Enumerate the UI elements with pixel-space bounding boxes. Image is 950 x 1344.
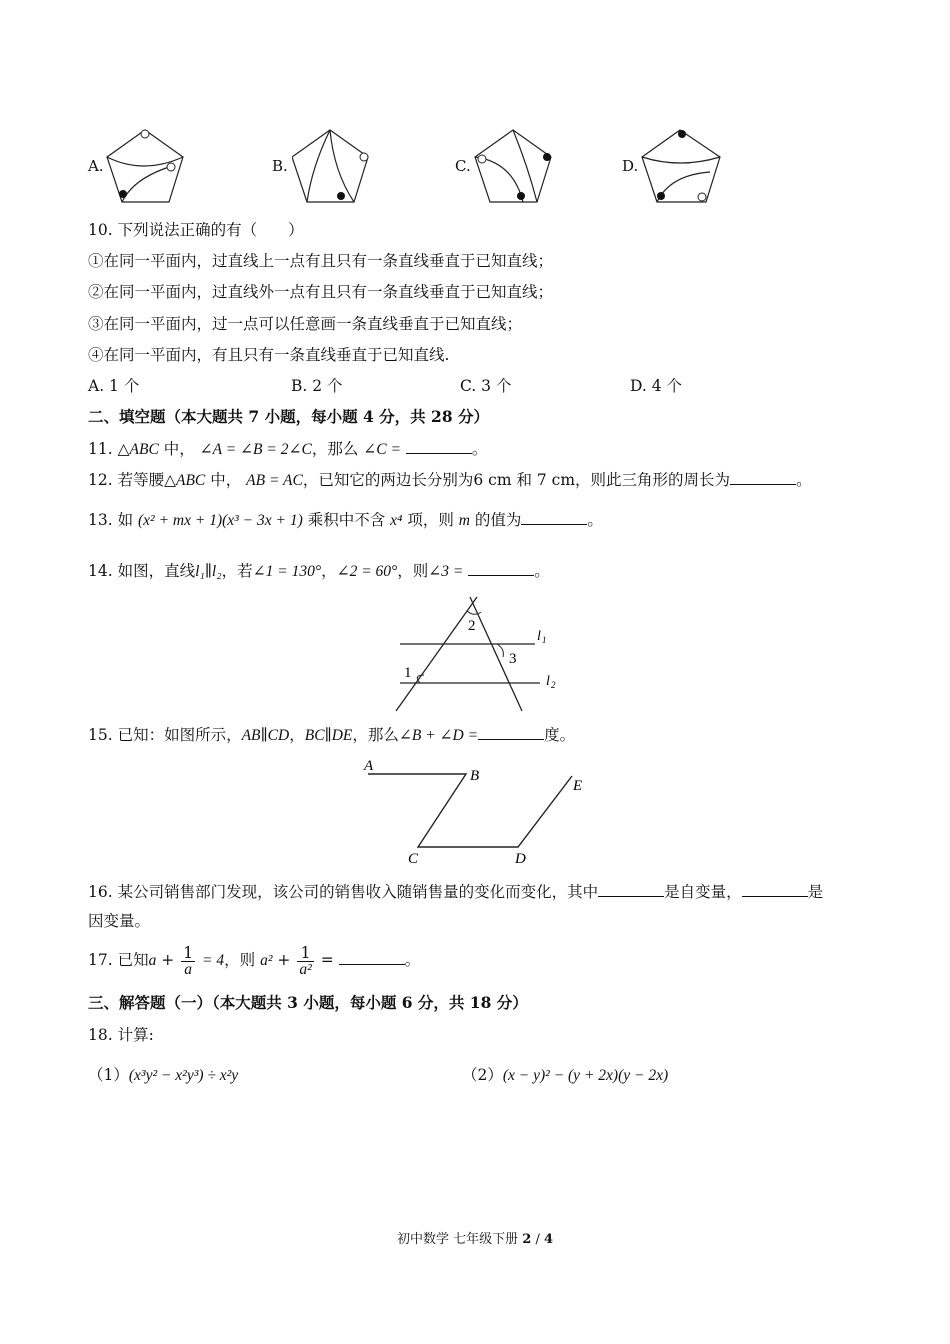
- q12-answer-blank[interactable]: [730, 470, 796, 485]
- q14-label-l1-sub: 1: [542, 635, 547, 645]
- q17-mid: ，则: [224, 951, 256, 969]
- q17: [88, 943, 420, 978]
- q12-triangle: ABC: [176, 472, 206, 489]
- q13-x4: x⁴: [390, 512, 403, 529]
- q18-part-2-expr: (x − y)² − (y + 2x)(y − 2x): [502, 1067, 669, 1084]
- q17-pre: 17. 已知: [88, 951, 149, 969]
- section-2-heading: 二、填空题（本大题共 7 小题，每小题 4 分，共 28 分）: [88, 407, 490, 426]
- q13-expr: (x² + mx + 1)(x³ − 3x + 1): [138, 512, 303, 529]
- q15-pre: 15. 已知：如图所示，: [88, 726, 242, 744]
- q11-expr-2: ∠C =: [363, 441, 401, 458]
- q13-answer-blank[interactable]: [521, 510, 587, 525]
- q14-text-2: ，: [321, 562, 337, 580]
- q14-angle-1: ∠1 = 130°: [252, 563, 322, 580]
- q11-expr: ∠A = ∠B = 2∠C: [199, 441, 312, 458]
- q12-text: 中，: [205, 471, 242, 489]
- q9-option-b-figure: [292, 127, 377, 205]
- q12: [88, 469, 812, 492]
- q12-value-2: 7 cm: [536, 471, 576, 489]
- q14-tail: 。: [534, 562, 550, 580]
- q10-option-d: D. 4 个: [630, 377, 683, 395]
- q17-fraction-1: $\frac{1}{a}$: [183, 943, 194, 978]
- q17-eq-1: = 4: [202, 952, 225, 969]
- q17-plus-2: +: [277, 951, 291, 969]
- q15-text: ，那么: [352, 726, 399, 744]
- q9-option-c-figure: [473, 127, 558, 205]
- q16-pre: 16. 某公司销售部门发现，该公司的销售收入随销售量的变化而变化，其中: [88, 883, 599, 901]
- q17-a: a: [148, 952, 157, 969]
- q18-part-1-expr: (x³y² − x²y³) ÷ x²y: [128, 1067, 239, 1084]
- q11-text-2: ，那么: [311, 440, 359, 458]
- q16-blank-2[interactable]: [742, 882, 808, 897]
- q17-eq-2: =: [320, 951, 334, 969]
- q10-statement-3: ③在同一平面内，过一点可以任意画一条直线垂直于已知直线；: [88, 315, 523, 333]
- q14: [88, 560, 550, 583]
- q17-fraction-2: $\frac{1}{\text{a²}}$: [299, 943, 312, 978]
- q15-tail: 度。: [544, 726, 576, 744]
- q14-label-2: 2: [468, 618, 476, 634]
- q15-sep: ，: [289, 726, 305, 744]
- footer-text: 初中数学 七年级下册: [396, 1232, 519, 1247]
- q14-text: ，若: [221, 562, 253, 580]
- q9-option-d-label: D.: [622, 157, 639, 175]
- q13-text: 乘积中不含: [302, 511, 391, 529]
- q14-pre: 14. 如图，直线: [88, 562, 196, 580]
- q16-mid: 是自变量，: [664, 883, 742, 901]
- q15-parallel-1: AB∥CD: [241, 727, 290, 744]
- q10-stem: 10. 下列说法正确的有（ ）: [88, 221, 304, 239]
- q11-end: 。: [471, 440, 488, 458]
- q15-zigzag-lines: [368, 774, 572, 847]
- q12-and: 和: [511, 471, 537, 489]
- q14-answer-blank[interactable]: [468, 561, 534, 576]
- q18-stem: 18. 计算:: [88, 1026, 154, 1044]
- q18-part-1: [88, 1064, 238, 1087]
- q12-tail: 。: [796, 471, 812, 489]
- q10-statement-2: ②在同一平面内，过直线外一点有且只有一条直线垂直于已知直线；: [88, 283, 554, 301]
- q11-text: 中，: [158, 440, 195, 458]
- q15-expr: ∠B + ∠D =: [398, 727, 479, 744]
- q16-line-1: [88, 881, 823, 903]
- q13-text-2: 项，则: [402, 511, 459, 529]
- q14-label-3: 3: [509, 651, 517, 667]
- q9-option-b-label: B.: [272, 157, 288, 175]
- footer-page-number: 2: [522, 1232, 532, 1247]
- q12-pre: 12. 若等腰△: [88, 471, 176, 489]
- q13-pre: 13. 如: [88, 511, 134, 529]
- footer-page-total: 4: [543, 1232, 554, 1247]
- q15-parallel-2: BC∥DE: [304, 727, 353, 744]
- q13-m: m: [458, 512, 470, 529]
- q13-end: 的值为: [469, 511, 522, 529]
- q14-angle-2: ∠2 = 60°: [336, 563, 398, 580]
- q9-option-c-label: C.: [455, 157, 471, 175]
- q16-blank-1[interactable]: [598, 882, 664, 897]
- q9-option-a-label: A.: [88, 157, 104, 175]
- q14-transversal-left: [396, 597, 477, 711]
- q14-parallel: l₁∥l₂: [195, 563, 222, 580]
- q14-angle-3: ∠3 =: [428, 563, 464, 580]
- q15-label-e: E: [573, 778, 583, 794]
- q10-option-b: B. 2 个: [291, 377, 343, 395]
- q14-text-3: ，则: [397, 562, 429, 580]
- q14-label-l2: l: [546, 674, 550, 689]
- q10-statement-4: ④在同一平面内，有且只有一条直线垂直于已知直线.: [88, 346, 450, 364]
- q14-label-1: 1: [404, 665, 412, 681]
- q15: [88, 724, 575, 747]
- q9-option-a-figure: [103, 127, 188, 205]
- q15-label-c: C: [408, 851, 419, 867]
- q15-figure: [360, 752, 595, 870]
- q15-label-d: D: [515, 851, 526, 867]
- footer-sep: /: [531, 1232, 544, 1247]
- q17-answer-blank[interactable]: [339, 950, 405, 965]
- q16-line-2: 因变量。: [88, 912, 151, 930]
- q14-figure: [390, 595, 565, 715]
- q12-text-2: ，已知它的两边长分别为: [302, 471, 474, 489]
- q15-answer-blank[interactable]: [478, 725, 544, 740]
- page-footer: [0, 1228, 950, 1247]
- q13-tail: 。: [587, 511, 603, 529]
- q15-label-a: A: [364, 758, 374, 774]
- q11-triangle: △ABC: [117, 441, 159, 458]
- q17-tail: 。: [404, 951, 421, 969]
- q17-plus: +: [161, 951, 175, 969]
- q10-statement-1: ①在同一平面内，过直线上一点有且只有一条直线垂直于已知直线；: [88, 252, 554, 270]
- q14-label-l1: l: [537, 629, 541, 644]
- q14-label-l2-sub: 2: [551, 680, 556, 690]
- q10-option-a: A. 1 个: [88, 377, 140, 395]
- q17-a-squared: a²: [260, 952, 273, 969]
- q11: [88, 438, 487, 461]
- q12-expr: AB = AC: [246, 472, 303, 489]
- q18-part-1-label: （1）: [88, 1066, 129, 1084]
- q10-option-c: C. 3 个: [460, 377, 512, 395]
- q9-option-d-figure: [640, 127, 725, 205]
- q12-value-1: 6 cm: [473, 471, 512, 489]
- section-3-heading: 三、解答题（一）（本大题共 3 小题，每小题 6 分，共 18 分）: [88, 993, 528, 1012]
- q11-answer-blank[interactable]: [406, 439, 472, 454]
- q18-part-2-label: （2）: [462, 1066, 503, 1084]
- q15-label-b: B: [470, 768, 480, 784]
- q12-end: ，则此三角形的周长为: [575, 471, 731, 489]
- q18-part-2: [462, 1064, 668, 1087]
- q13: [88, 509, 603, 532]
- q11-number: 11.: [88, 440, 113, 458]
- q16-tail: 是: [807, 883, 824, 901]
